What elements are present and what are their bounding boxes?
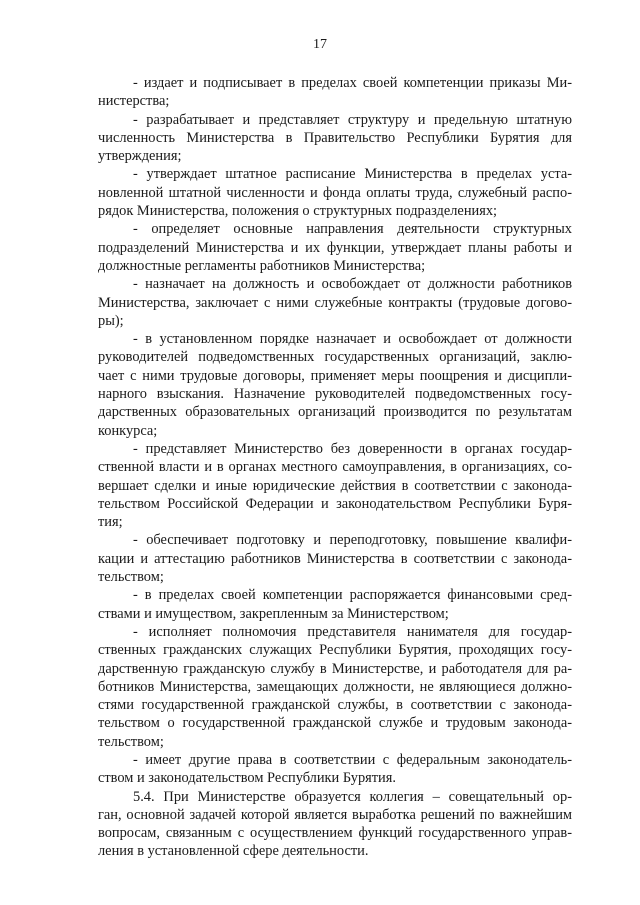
text-line: - имеет другие права в соответствии с федеральным законодатель- <box>133 751 572 768</box>
text-line: - в установленном порядке назначает и освобождает от должности <box>133 331 572 348</box>
text-line: - определяет основные направления деятельности структурных <box>133 221 572 238</box>
text-line: утверждения; <box>98 148 182 165</box>
text-line: - разрабатывает и представляет структуру и предельную штатную <box>133 111 572 128</box>
text-line: - в пределах своей компетенции распоряжается финансовыми сред- <box>133 587 572 604</box>
text-line: ры); <box>98 312 124 329</box>
text-line: нистерства; <box>98 93 170 110</box>
text-line: ственной власти и в органах местного самоуправления, в организациях, со- <box>98 459 572 476</box>
text-line: - утверждает штатное расписание Министерства в пределах уста- <box>133 166 572 183</box>
text-line: стями государственной гражданской службы, в соответствии с законода- <box>98 697 572 714</box>
text-line: тия; <box>98 514 123 531</box>
text-line: Министерства, заключает с ними служебные контракты (трудовые догово- <box>98 294 572 311</box>
text-line: дарственных образовательных организаций производится по результатам <box>98 404 572 421</box>
text-line: рядок Министерства, положения о структурных подразделениях; <box>98 203 498 220</box>
text-line: - обеспечивает подготовку и переподготовку, повышение квалифи- <box>133 532 572 549</box>
text-line: вопросам, связанным с осуществлением функций государственного управ- <box>98 825 572 842</box>
text-line: новленной штатной численности и фонда оплаты труда, служебный распо- <box>98 184 572 201</box>
text-line: кации и аттестацию работников Министерства в соответствии с законода- <box>98 550 572 567</box>
text-line: ственных гражданских служащих Республики Бурятия, проходящих госу- <box>98 642 572 659</box>
text-line: тельством о государственной гражданской службе и трудовым законода- <box>98 715 572 732</box>
text-line: ботников Министерства, замещающих должности, не являющиеся должно- <box>98 678 572 695</box>
text-line: нарного взыскания. Назначение руководителей подведомственных госу- <box>98 386 572 403</box>
text-line: - представляет Министерство без доверенности в органах государ- <box>133 440 572 457</box>
text-line: ган, основной задачей которой является выработка решений по важнейшим <box>98 806 572 823</box>
text-line: подразделений Министерства и их функции, утверждает планы работы и <box>98 239 572 256</box>
text-line: конкурса; <box>98 422 158 439</box>
text-line: ствами и имуществом, закрепленным за Министерством; <box>98 605 449 622</box>
document-body <box>98 74 572 861</box>
text-line: - назначает на должность и освобождает от должности работников <box>133 276 572 293</box>
text-line: численность Министерства в Правительство Республики Бурятия для <box>98 129 572 146</box>
text-line: должностные регламенты работников Министерства; <box>98 257 426 274</box>
text-line: руководителей подведомственных государственных организаций, заклю- <box>98 349 572 366</box>
text-line: тельством; <box>98 733 164 750</box>
text-line: ления в установленной сфере деятельности. <box>98 843 369 860</box>
text-line: тельством; <box>98 569 164 586</box>
text-line: тельством Российской Федерации и законодательством Республики Буря- <box>98 495 572 512</box>
text-line: вершает сделки и иные юридические действия в соответствии с законода- <box>98 477 572 494</box>
text-line: чает с ними трудовые договоры, применяет меры поощрения и дисципли- <box>98 367 572 384</box>
page-number: 17 <box>313 37 327 52</box>
text-line: 5.4. При Министерстве образуется коллегия – совещательный ор- <box>133 788 572 805</box>
text-line: - исполняет полномочия представителя нанимателя для государ- <box>133 623 572 640</box>
text-line: дарственную гражданскую службу в Министерстве, и работодателя для ра- <box>98 660 572 677</box>
text-line: - издает и подписывает в пределах своей компетенции приказы Ми- <box>133 75 572 91</box>
text-line: ством и законодательством Республики Бурятия. <box>98 770 396 787</box>
